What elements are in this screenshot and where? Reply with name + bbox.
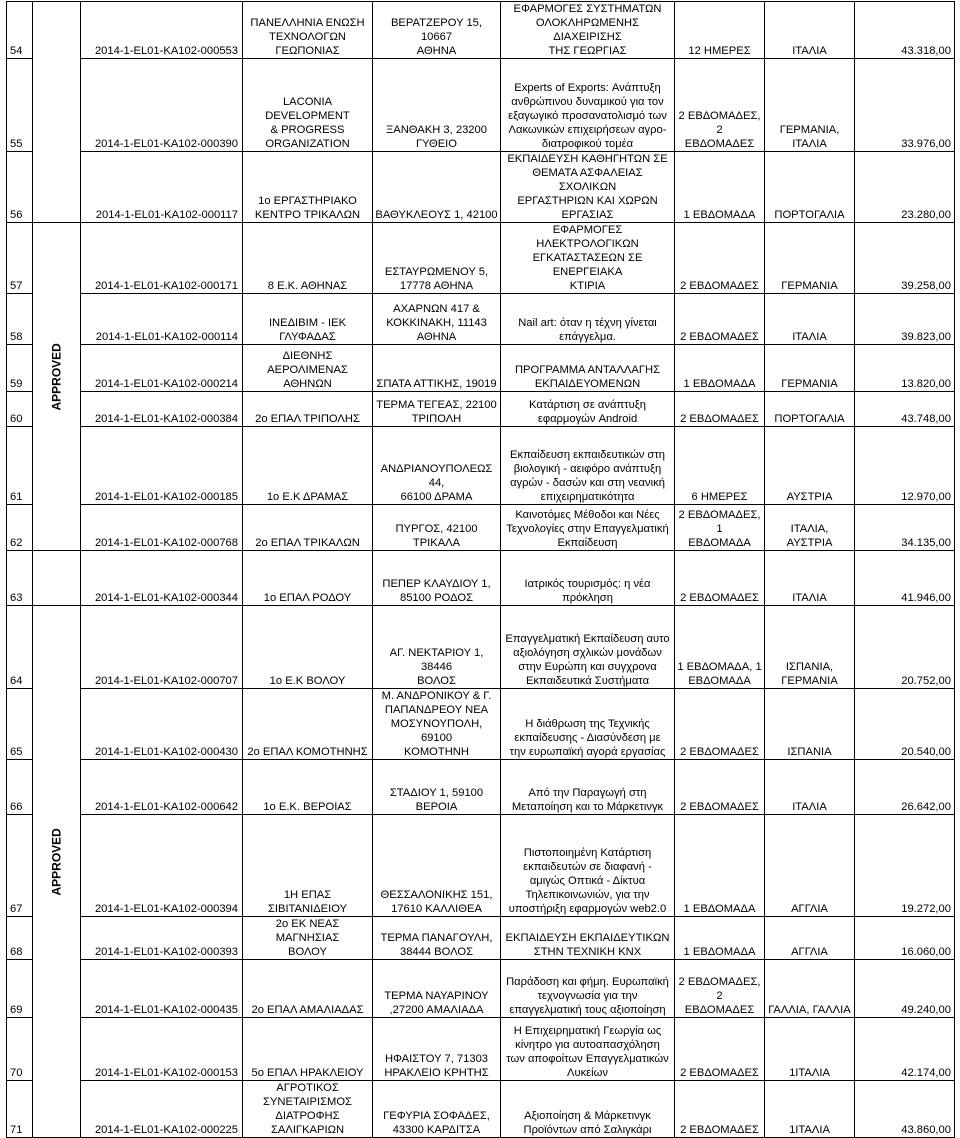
project-title: Από την Παραγωγή στη Μεταποίηση και το Μάρκετινγκ xyxy=(501,760,675,815)
row-number: 66 xyxy=(7,760,33,815)
project-title: Επαγγελματική Εκπαίδευση αυτο αξιολόγηση σχλικών μονάδων στην Ευρώπη και συγχρονα Εκπαιδευτικά Συστήματα xyxy=(501,606,675,689)
grant-amount: 13.820,00 xyxy=(855,345,955,392)
destination-country: ΠΟΡΤΟΓΑΛΙΑ xyxy=(765,392,855,427)
mobility-duration: 2 ΕΒΔΟΜΑΔΕΣ, 1 ΕΒΔΟΜΑΔΑ xyxy=(675,505,765,551)
destination-country: ΑΓΓΛΙΑ xyxy=(765,917,855,960)
project-code: 2014-1-EL01-KA102-000430 xyxy=(81,689,243,760)
project-title: Η Επιχειρηματική Γεωργία ως κίνητρο για αυτοαπασχόληση των αποφοίτων Επαγγελματικών Λυκείων xyxy=(501,1018,675,1081)
project-code: 2014-1-EL01-KA102-000114 xyxy=(81,294,243,345)
table-row xyxy=(7,551,955,606)
organization-address: ΘΕΣΣΑΛΟΝΙΚΗΣ 151, 17610 ΚΑΛΛΙΘΕΑ xyxy=(373,815,501,917)
destination-country: ΙΤΑΛΙΑ xyxy=(765,294,855,345)
destination-country: ΑΥΣΤΡΙΑ xyxy=(765,427,855,505)
table-row xyxy=(7,505,955,551)
grant-amount: 34.135,00 xyxy=(855,505,955,551)
project-title: ΕΚΠΑΙΔΕΥΣΗ ΕΚΠΑΙΔΕΥΤΙΚΩΝ ΣΤΗΝ ΤΕΧΝΙΚΗ ΚΝΧ xyxy=(501,917,675,960)
project-code: 2014-1-EL01-KA102-000214 xyxy=(81,345,243,392)
status-label: APPROVED xyxy=(49,827,64,895)
organization-address: ΑΓ. ΝΕΚΤΑΡΙΟΥ 1, 38446 ΒΟΛΟΣ xyxy=(373,606,501,689)
grant-amount: 39.823,00 xyxy=(855,294,955,345)
organization-address: Μ. ΑΝΔΡΟΝΙΚΟΥ & Γ. ΠΑΠΑΝΔΡΕΟΥ ΝΕΑ ΜΟΣΥΝΟΥΠΟΛΗ, 69100 ΚΟΜΟΤΗΝΗ xyxy=(373,689,501,760)
row-number: 58 xyxy=(7,294,33,345)
organization-name: 2ο ΕΚ ΝΕΑΣ ΜΑΓΝΗΣΙΑΣ ΒΟΛΟΥ xyxy=(243,917,373,960)
row-number: 63 xyxy=(7,551,33,606)
organization-name: ΠΑΝΕΛΛΗΝΙΑ ΕΝΩΣΗ ΤΕΧΝΟΛΟΓΩΝ ΓΕΩΠΟΝΙΑΣ xyxy=(243,2,373,59)
row-number: 71 xyxy=(7,1081,33,1138)
project-title: Κατάρτιση σε ανάπτυξη εφαρμογών Android xyxy=(501,392,675,427)
organization-address: ΕΣΤΑΥΡΩΜΕΝΟΥ 5, 17778 ΑΘΗΝΑ xyxy=(373,223,501,294)
grant-amount: 43.318,00 xyxy=(855,2,955,59)
grant-amount: 33.976,00 xyxy=(855,59,955,152)
destination-country: ΓΕΡΜΑΝΙΑ xyxy=(765,345,855,392)
table-row xyxy=(7,345,955,392)
row-number: 64 xyxy=(7,606,33,689)
organization-address: ΣΠΑΤΑ ΑΤΤΙΚΗΣ, 19019 xyxy=(373,345,501,392)
project-title: Εκπαίδευση εκπαιδευτικών στη βιολογική - αειφόρο ανάπτυξη αγρών - δασών και στη νεανική επιχειρηματικότητα xyxy=(501,427,675,505)
row-number: 57 xyxy=(7,223,33,294)
organization-name: 2ο ΕΠΑΛ ΑΜΑΛΙΑΔΑΣ xyxy=(243,960,373,1018)
mobility-duration: 1 ΕΒΔΟΜΑΔΑ xyxy=(675,345,765,392)
table-row xyxy=(7,1081,955,1138)
organization-name: LACONIA DEVELOPMENT & PROGRESS ORGANIZATION xyxy=(243,59,373,152)
project-title: ΕΦΑΡΜΟΓΕΣ ΗΛΕΚΤΡΟΛΟΓΙΚΩΝ ΕΓΚΑΤΑΣΤΑΣΕΩΝ ΣΕ ΕΝΕΡΓΕΙΑΚΑ ΚΤΙΡΙΑ xyxy=(501,223,675,294)
organization-address: ΠΕΠΕΡ ΚΛΑΥΔΙΟΥ 1, 85100 ΡΟΔΟΣ xyxy=(373,551,501,606)
grant-amount: 26.642,00 xyxy=(855,760,955,815)
project-title: Η διάθρωση της Τεχνικής εκπαίδευσης - Διασύνδεση με την ευρωπαϊκή αγορά εργασίας xyxy=(501,689,675,760)
row-number: 55 xyxy=(7,59,33,152)
table-row xyxy=(7,152,955,223)
project-code: 2014-1-EL01-KA102-000393 xyxy=(81,917,243,960)
destination-country: 1ΙΤΑΛΙΑ xyxy=(765,1018,855,1081)
organization-name: ΔΙΕΘΝΗΣ ΑΕΡΟΛΙΜΕΝΑΣ ΑΘΗΝΩΝ xyxy=(243,345,373,392)
grant-amount: 12.970,00 xyxy=(855,427,955,505)
row-number: 54 xyxy=(7,2,33,59)
mobility-duration: 6 ΗΜΕΡΕΣ xyxy=(675,427,765,505)
mobility-duration: 2 ΕΒΔΟΜΑΔΕΣ xyxy=(675,760,765,815)
mobility-duration: 1 ΕΒΔΟΜΑΔΑ xyxy=(675,152,765,223)
grant-amount: 16.060,00 xyxy=(855,917,955,960)
mobility-duration: 2 ΕΒΔΟΜΑΔΕΣ xyxy=(675,223,765,294)
table-row xyxy=(7,59,955,152)
status-cell xyxy=(33,606,81,1138)
project-code: 2014-1-EL01-KA102-000390 xyxy=(81,59,243,152)
project-code: 2014-1-EL01-KA102-000225 xyxy=(81,1081,243,1138)
organization-name: 1ο ΕΡΓΑΣΤΗΡΙΑΚΟ ΚΕΝΤΡΟ ΤΡΙΚΑΛΩΝ xyxy=(243,152,373,223)
project-code: 2014-1-EL01-KA102-000435 xyxy=(81,960,243,1018)
table-row xyxy=(7,815,955,917)
organization-name: 1ο Ε.Κ ΔΡΑΜΑΣ xyxy=(243,427,373,505)
grant-amount: 42.174,00 xyxy=(855,1018,955,1081)
table-row xyxy=(7,760,955,815)
destination-country: ΓΕΡΜΑΝΙΑ, ΙΤΑΛΙΑ xyxy=(765,59,855,152)
grant-amount: 23.280,00 xyxy=(855,152,955,223)
mobility-duration: 1 ΕΒΔΟΜΑΔΑ, 1 ΕΒΔΟΜΑΔΑ xyxy=(675,606,765,689)
organization-address: ΒΑΘΥΚΛΕΟΥΣ 1, 42100 xyxy=(373,152,501,223)
organization-name: 1Η ΕΠΑΣ ΣΙΒΙΤΑΝΙΔΕΙΟΥ xyxy=(243,815,373,917)
organization-address: ΤΕΡΜΑ ΝΑΥΑΡΙΝΟΥ ,27200 ΑΜΑΛΙΑΔΑ xyxy=(373,960,501,1018)
grant-amount: 43.860,00 xyxy=(855,1081,955,1138)
destination-country: ΙΣΠΑΝΙΑ, ΓΕΡΜΑΝΙΑ xyxy=(765,606,855,689)
row-number: 68 xyxy=(7,917,33,960)
grant-amount: 19.272,00 xyxy=(855,815,955,917)
organization-name: 1ο ΕΠΑΛ ΡΟΔΟΥ xyxy=(243,551,373,606)
organization-name: 8 Ε.Κ. ΑΘΗΝΑΣ xyxy=(243,223,373,294)
destination-country: ΓΕΡΜΑΝΙΑ xyxy=(765,223,855,294)
table-row xyxy=(7,1018,955,1081)
organization-name: 2ο ΕΠΑΛ ΤΡΙΠΟΛΗΣ xyxy=(243,392,373,427)
row-number: 61 xyxy=(7,427,33,505)
status-cell xyxy=(33,551,81,606)
grant-amount: 20.540,00 xyxy=(855,689,955,760)
organization-address: ΑΧΑΡΝΩΝ 417 & ΚΟΚΚΙΝΑΚΗ, 11143 ΑΘΗΝΑ xyxy=(373,294,501,345)
project-code: 2014-1-EL01-KA102-000394 xyxy=(81,815,243,917)
organization-address: ΤΕΡΜΑ ΤΕΓΕΑΣ, 22100 ΤΡΙΠΟΛΗ xyxy=(373,392,501,427)
row-number: 62 xyxy=(7,505,33,551)
mobility-duration: 2 ΕΒΔΟΜΑΔΕΣ xyxy=(675,1018,765,1081)
mobility-duration: 2 ΕΒΔΟΜΑΔΕΣ xyxy=(675,294,765,345)
table-row xyxy=(7,392,955,427)
project-code: 2014-1-EL01-KA102-000553 xyxy=(81,2,243,59)
organization-name: ΑΓΡΟΤΙΚΟΣ ΣΥΝΕΤΑΙΡΙΣΜΟΣ ΔΙΑΤΡΟΦΗΣ ΣΑΛΙΓΚΑΡΙΩΝ xyxy=(243,1081,373,1138)
mobility-duration: 1 ΕΒΔΟΜΑΔΑ xyxy=(675,917,765,960)
row-number: 70 xyxy=(7,1018,33,1081)
destination-country: ΙΣΠΑΝΙΑ xyxy=(765,689,855,760)
organization-address: ΤΕΡΜΑ ΠΑΝΑΓΟΥΛΗ, 38444 ΒΟΛΟΣ xyxy=(373,917,501,960)
projects-table-body xyxy=(7,2,955,1138)
organization-name: 5ο ΕΠΑΛ ΗΡΑΚΛΕΙΟΥ xyxy=(243,1018,373,1081)
organization-name: 2ο ΕΠΑΛ ΚΟΜΟΤΗΝΗΣ xyxy=(243,689,373,760)
project-title: Πιστοποιημένη Κατάρτιση εκπαιδευτών σε διαφανή - αμιγώς Οπτικά - Δίκτυα Τηλεπικοινωνιών, για την υποστήριξη εφαρμογών web2.0 xyxy=(501,815,675,917)
project-title: ΕΦΑΡΜΟΓΕΣ ΣΥΣΤΗΜΑΤΩΝ ΟΛΟΚΛΗΡΩΜΕΝΗΣ ΔΙΑΧΕΙΡΙΣΗΣ ΤΗΣ ΓΕΩΡΓΙΑΣ xyxy=(501,2,675,59)
organization-address: ΠΥΡΓΟΣ, 42100 ΤΡΙΚΑΛΑ xyxy=(373,505,501,551)
organization-name: ΙΝΕΔΙΒΙΜ - ΙΕΚ ΓΛΥΦΑΔΑΣ xyxy=(243,294,373,345)
project-code: 2014-1-EL01-KA102-000384 xyxy=(81,392,243,427)
mobility-duration: 2 ΕΒΔΟΜΑΔΕΣ xyxy=(675,1081,765,1138)
project-title: Experts of Exports: Ανάπτυξη ανθρώπινου δυναμικού για τον εξαγωγικό προσανατολισμό των Λακωνικών επιχειρήσεων αγρο- διατροφικού τομέα xyxy=(501,59,675,152)
row-number: 65 xyxy=(7,689,33,760)
project-title: Παράδοση και φήμη. Ευρωπαϊκή τεχνογνωσία για την επαγγελματική τους αξιοποίηση xyxy=(501,960,675,1018)
project-title: Αξιοποίηση & Μάρκετινγκ Προϊόντων από Σαλιγκάρι xyxy=(501,1081,675,1138)
row-number: 56 xyxy=(7,152,33,223)
organization-address: ΓΕΦΥΡΙΑ ΣΟΦΑΔΕΣ, 43300 ΚΑΡΔΙΤΣΑ xyxy=(373,1081,501,1138)
destination-country: ΙΤΑΛΙΑ xyxy=(765,2,855,59)
project-title: Καινοτόμες Μέθοδοι και Νέες Τεχνολογίες στην Επαγγελματική Εκπαίδευση xyxy=(501,505,675,551)
organization-name: 2ο ΕΠΑΛ ΤΡΙΚΑΛΩΝ xyxy=(243,505,373,551)
mobility-duration: 2 ΕΒΔΟΜΑΔΕΣ, 2 ΕΒΔΟΜΑΔΕΣ xyxy=(675,960,765,1018)
projects-table xyxy=(6,1,955,1138)
project-code: 2014-1-EL01-KA102-000707 xyxy=(81,606,243,689)
status-label: APPROVED xyxy=(49,342,64,410)
mobility-duration: 2 ΕΒΔΟΜΑΔΕΣ, 2 ΕΒΔΟΜΑΔΕΣ xyxy=(675,59,765,152)
destination-country: ΙΤΑΛΙΑ xyxy=(765,551,855,606)
table-row xyxy=(7,2,955,59)
project-code: 2014-1-EL01-KA102-000117 xyxy=(81,152,243,223)
destination-country: 1ΙΤΑΛΙΑ xyxy=(765,1081,855,1138)
organization-address: ΒΕΡΑΤΖΕΡΟΥ 15, 10667 ΑΘΗΝΑ xyxy=(373,2,501,59)
project-title: Ιατρικός τουρισμός: η νέα πρόκληση xyxy=(501,551,675,606)
table-row xyxy=(7,606,955,689)
status-cell xyxy=(33,2,81,223)
destination-country: ΑΓΓΛΙΑ xyxy=(765,815,855,917)
project-code: 2014-1-EL01-KA102-000344 xyxy=(81,551,243,606)
table-row xyxy=(7,427,955,505)
organization-address: ΞΑΝΘΑΚΗ 3, 23200 ΓΥΘΕΙΟ xyxy=(373,59,501,152)
project-code: 2014-1-EL01-KA102-000153 xyxy=(81,1018,243,1081)
project-code: 2014-1-EL01-KA102-000768 xyxy=(81,505,243,551)
mobility-duration: 1 ΕΒΔΟΜΑΔΑ xyxy=(675,815,765,917)
mobility-duration: 12 ΗΜΕΡΕΣ xyxy=(675,2,765,59)
organization-name: 1ο Ε.Κ. ΒΕΡΟΙΑΣ xyxy=(243,760,373,815)
row-number: 67 xyxy=(7,815,33,917)
grant-amount: 39.258,00 xyxy=(855,223,955,294)
table-row xyxy=(7,294,955,345)
destination-country: ΠΟΡΤΟΓΑΛΙΑ xyxy=(765,152,855,223)
table-row xyxy=(7,689,955,760)
table-row xyxy=(7,917,955,960)
project-title: ΕΚΠΑΙΔΕΥΣΗ ΚΑΘΗΓΗΤΩΝ ΣΕ ΘΕΜΑΤΑ ΑΣΦΑΛΕΙΑΣ ΣΧΟΛΙΚΩΝ ΕΡΓΑΣΤΗΡΙΩΝ ΚΑΙ ΧΩΡΩΝ ΕΡΓΑΣΙΑΣ xyxy=(501,152,675,223)
destination-country: ΙΤΑΛΙΑ xyxy=(765,760,855,815)
row-number: 60 xyxy=(7,392,33,427)
mobility-duration: 2 ΕΒΔΟΜΑΔΕΣ xyxy=(675,689,765,760)
table-row xyxy=(7,960,955,1018)
mobility-duration: 2 ΕΒΔΟΜΑΔΕΣ xyxy=(675,392,765,427)
table-row xyxy=(7,223,955,294)
project-code: 2014-1-EL01-KA102-000185 xyxy=(81,427,243,505)
project-title: Nail art: όταν η τέχνη γίνεται επάγγελμα. xyxy=(501,294,675,345)
mobility-duration: 2 ΕΒΔΟΜΑΔΕΣ xyxy=(675,551,765,606)
row-number: 69 xyxy=(7,960,33,1018)
project-title: ΠΡΟΓΡΑΜΜΑ ΑΝΤΑΛΛΑΓΗΣ ΕΚΠΑΙΔΕΥΟΜΕΝΩΝ xyxy=(501,345,675,392)
status-cell xyxy=(33,223,81,551)
organization-address: ΗΦΑΙΣΤΟΥ 7, 71303 ΗΡΑΚΛΕΙΟ ΚΡΗΤΗΣ xyxy=(373,1018,501,1081)
destination-country: ΙΤΑΛΙΑ, ΑΥΣΤΡΙΑ xyxy=(765,505,855,551)
grant-amount: 20.752,00 xyxy=(855,606,955,689)
project-code: 2014-1-EL01-KA102-000642 xyxy=(81,760,243,815)
project-code: 2014-1-EL01-KA102-000171 xyxy=(81,223,243,294)
grant-amount: 49.240,00 xyxy=(855,960,955,1018)
destination-country: ΓΑΛΛΙΑ, ΓΑΛΛΙΑ xyxy=(765,960,855,1018)
row-number: 59 xyxy=(7,345,33,392)
organization-address: ΣΤΑΔΙΟΥ 1, 59100 ΒΕΡΟΙΑ xyxy=(373,760,501,815)
grant-amount: 43.748,00 xyxy=(855,392,955,427)
grant-amount: 41.946,00 xyxy=(855,551,955,606)
organization-name: 1ο Ε.Κ ΒΟΛΟΥ xyxy=(243,606,373,689)
organization-address: ΑΝΔΡΙΑΝΟΥΠΟΛΕΩΣ 44, 66100 ΔΡΑΜΑ xyxy=(373,427,501,505)
